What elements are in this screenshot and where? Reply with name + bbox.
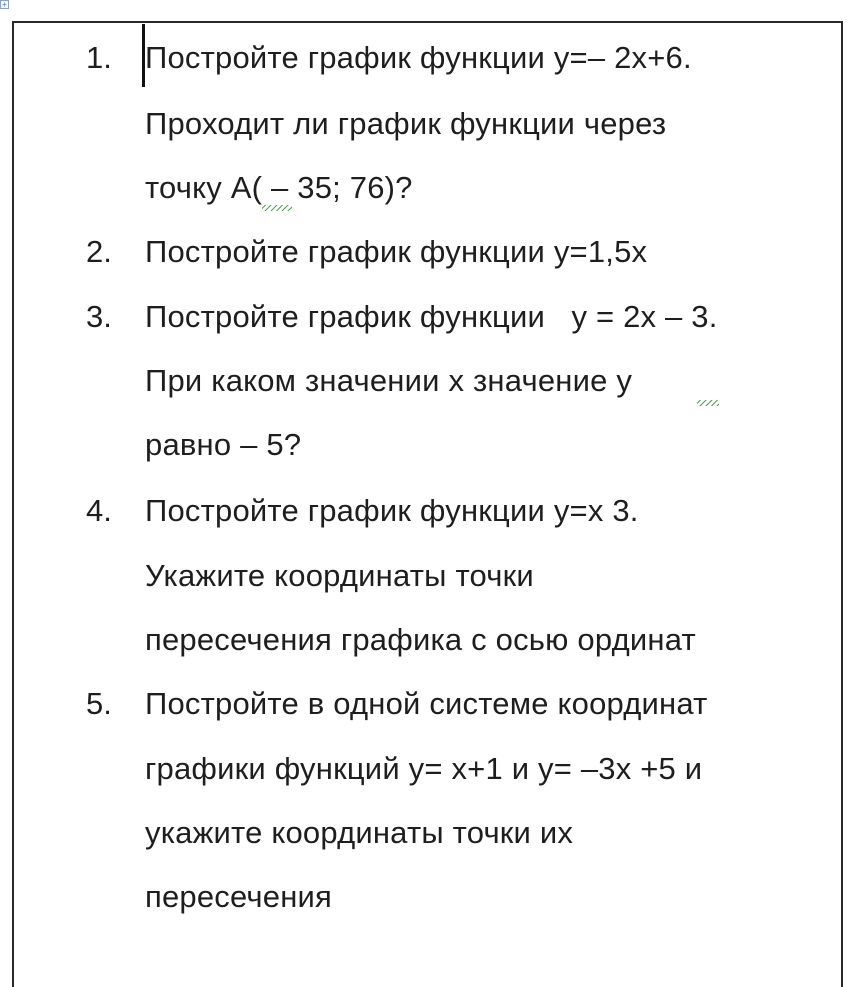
item-3-line-3: равно – 5? [145, 427, 302, 462]
table-move-handle[interactable]: + [0, 0, 9, 9]
list-number-4: 4. [86, 493, 112, 528]
list-number-1: 1. [86, 40, 112, 75]
item-5-line-3: укажите координаты точки их [145, 815, 574, 850]
spellcheck-squiggle [262, 205, 292, 211]
spellcheck-squiggle [697, 400, 719, 406]
item-1-line-1: Постройте график функции y=– 2x+6. [145, 40, 692, 75]
item-4-line-3: пересечения графика с осью ординат [145, 622, 696, 657]
item-3-line-2: При каком значении x значение y [145, 363, 633, 398]
item-1-line-3: точку А( – 35; 76)? [145, 170, 413, 205]
item-5-line-1: Постройте в одной системе координат [145, 686, 708, 721]
item-4-line-1: Постройте график функции y=x 3. [145, 493, 639, 528]
list-number-5: 5. [86, 686, 112, 721]
item-3-line-1: Постройте график функции y = 2x – 3. [145, 299, 718, 334]
list-number-2: 2. [86, 234, 112, 269]
item-4-line-2: Укажите координаты точки [145, 558, 534, 593]
item-5-line-2: графики функций y= x+1 и y= –3x +5 и [145, 751, 703, 786]
item-1-line-2: Проходит ли график функции через [145, 106, 667, 141]
item-2-line-1: Постройте график функции y=1,5x [145, 234, 648, 269]
item-5-line-4: пересечения [145, 879, 333, 914]
list-number-3: 3. [86, 299, 112, 334]
